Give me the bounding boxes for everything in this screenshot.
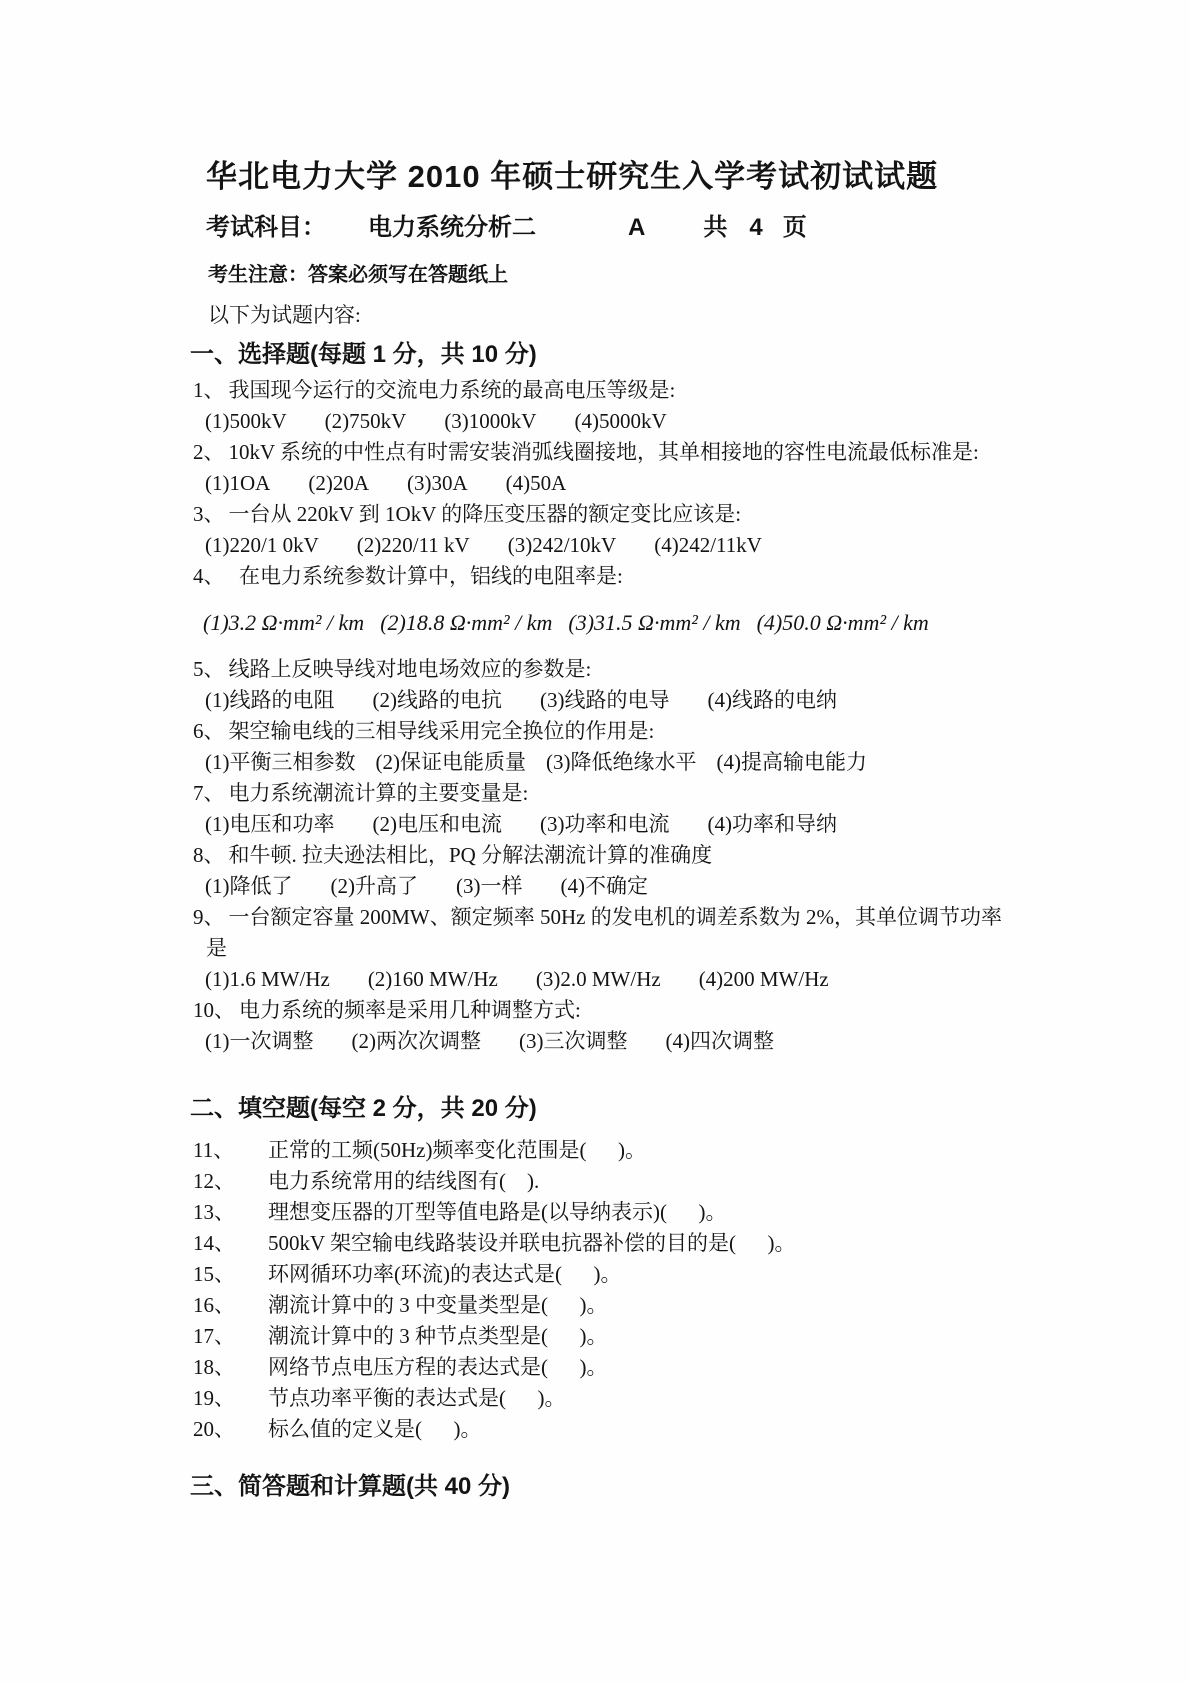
option: (1)一次调整 xyxy=(205,1029,314,1053)
option: (2)升高了 xyxy=(330,874,418,898)
option-formula: (3)31.5 Ω·mm² / km xyxy=(568,610,741,635)
question-text: 在电力系统参数计算中，铝线的电阻率是: xyxy=(218,564,623,588)
question-number: 4、 xyxy=(193,564,214,588)
question-line-6 xyxy=(190,716,1070,747)
question-text: 一台从 220kV 到 1OkV 的降压变压器的额定变比应该是: xyxy=(228,502,742,526)
question-line-7 xyxy=(190,778,1070,809)
intro-line: 以下为试题内容: xyxy=(208,303,361,327)
options-line-1 xyxy=(190,406,1070,437)
blank-item-11 xyxy=(190,1135,1070,1166)
blank-item-number: 13、 xyxy=(193,1200,235,1224)
question-text-continued: 是 xyxy=(206,936,227,960)
blank-item-15 xyxy=(190,1259,1070,1290)
question-text: 线路上反映导线对地电场效应的参数是: xyxy=(228,657,592,681)
exam-title: 华北电力大学 2010 年硕士研究生入学考试初试试题 xyxy=(206,159,939,194)
question-number: 7、 xyxy=(193,781,225,805)
question-number: 8、 xyxy=(193,843,225,867)
question-text: 10kV 系统的中性点有时需安装消弧线圈接地，其单相接地的容性电流最低标准是: xyxy=(228,440,979,464)
blank-item-text: 网络节点电压方程的表达式是( )。 xyxy=(268,1355,608,1379)
blank-item-text: 500kV 架空输电线路装设并联电抗器补偿的目的是( )。 xyxy=(268,1231,796,1255)
option: (2)电压和电流 xyxy=(372,812,502,836)
option-formula: (2)18.8 Ω·mm² / km xyxy=(380,610,553,635)
question-line-1 xyxy=(190,375,1070,406)
blank-item-number: 17、 xyxy=(193,1324,235,1348)
page-content xyxy=(190,0,1070,1503)
blank-item-text: 节点功率平衡的表达式是( )。 xyxy=(268,1386,566,1410)
option: (3)线路的电导 xyxy=(540,688,670,712)
blank-item-text: 环网循环功率(环流)的表达式是( )。 xyxy=(268,1262,622,1286)
option: (2)220/11 kV xyxy=(356,533,470,557)
option-formula: (1)3.2 Ω·mm² / km xyxy=(203,610,365,635)
options-line-5 xyxy=(190,685,1070,716)
option: (4)线路的电纳 xyxy=(707,688,837,712)
option: (3)降低绝缘水平 xyxy=(546,750,697,774)
calc-section-heading: 三、简答题和计算题(共 40 分) xyxy=(190,1473,511,1500)
option: (1)1.6 MW/Hz xyxy=(205,967,330,991)
pages-count: 4 xyxy=(749,214,763,241)
blank-item-number: 11、 xyxy=(193,1138,235,1162)
option: (4)200 MW/Hz xyxy=(698,967,829,991)
options-line-9 xyxy=(190,964,1070,995)
option: (3)三次调整 xyxy=(519,1029,628,1053)
option: (3)功率和电流 xyxy=(540,812,670,836)
blank-item-12 xyxy=(190,1166,1070,1197)
blank-item-16 xyxy=(190,1290,1070,1321)
subject-label: 考试科目： xyxy=(206,214,326,241)
option: (4)不确定 xyxy=(560,874,648,898)
blank-item-text: 正常的工频(50Hz)频率变化范围是( )。 xyxy=(268,1138,646,1162)
exam-notice: 考生注意：答案必须写在答题纸上 xyxy=(208,264,508,286)
blank-item-13 xyxy=(190,1197,1070,1228)
question-number: 10、 xyxy=(193,998,235,1022)
question-text: 一台额定容量 200MW、额定频率 50Hz 的发电机的调差系数为 2%，其单位调节功率 xyxy=(228,905,1002,929)
subject-line xyxy=(206,212,1070,244)
options-line-4-formula xyxy=(190,606,1070,640)
option: (4)5000kV xyxy=(574,409,667,433)
option: (1)降低了 xyxy=(205,874,293,898)
question-line-2 xyxy=(190,437,1070,468)
blank-item-text: 潮流计算中的 3 种节点类型是( )。 xyxy=(268,1324,608,1348)
choice-section-heading: 一、选择题(每题 1 分，共 10 分) xyxy=(190,341,537,368)
blank-item-14 xyxy=(190,1228,1070,1259)
subject-value: 电力系统分析二 xyxy=(368,214,536,241)
option: (2)保证电能质量 xyxy=(375,750,526,774)
blank-item-number: 18、 xyxy=(193,1355,235,1379)
option: (1)1OA xyxy=(205,471,271,495)
question-text: 我国现今运行的交流电力系统的最高电压等级是: xyxy=(228,378,676,402)
option: (4)四次调整 xyxy=(665,1029,774,1053)
option: (2)两次次调整 xyxy=(351,1029,481,1053)
blank-item-19 xyxy=(190,1383,1070,1414)
option: (3)242/10kV xyxy=(507,533,617,557)
blank-item-number: 14、 xyxy=(193,1231,235,1255)
question-number: 1、 xyxy=(193,378,225,402)
option: (4)功率和导纳 xyxy=(707,812,837,836)
pages-unit: 页 xyxy=(782,214,807,241)
option: (3)一样 xyxy=(456,874,523,898)
blank-item-number: 20、 xyxy=(193,1417,235,1441)
options-line-8 xyxy=(190,871,1070,902)
paper-version: A xyxy=(628,214,646,241)
question-text: 和牛顿. 拉夫逊法相比，PQ 分解法潮流计算的准确度 xyxy=(228,843,713,867)
option: (2)750kV xyxy=(324,409,407,433)
question-line-5 xyxy=(190,654,1070,685)
blank-item-text: 标么值的定义是( )。 xyxy=(268,1417,482,1441)
question-line-4 xyxy=(190,561,1070,592)
blank-item-text: 电力系统常用的结线图有( ). xyxy=(268,1169,540,1193)
option: (3)30A xyxy=(406,471,468,495)
question-text: 电力系统潮流计算的主要变量是: xyxy=(228,781,529,805)
blank-item-20 xyxy=(190,1414,1070,1445)
question-text: 架空输电线的三相导线采用完全换位的作用是: xyxy=(228,719,655,743)
option: (1)500kV xyxy=(205,409,287,433)
blank-item-text: 潮流计算中的 3 中变量类型是( )。 xyxy=(268,1293,608,1317)
blank-item-text: 理想变压器的丌型等值电路是(以导纳表示)( )。 xyxy=(268,1200,727,1224)
options-line-3 xyxy=(190,530,1070,561)
question-line-9 xyxy=(190,902,1070,933)
options-line-2 xyxy=(190,468,1070,499)
option: (3)2.0 MW/Hz xyxy=(535,967,661,991)
option: (4)50A xyxy=(505,471,567,495)
option: (3)1000kV xyxy=(444,409,537,433)
option: (2)线路的电抗 xyxy=(372,688,502,712)
question-number: 5、 xyxy=(193,657,225,681)
option: (2)160 MW/Hz xyxy=(367,967,498,991)
options-line-6 xyxy=(190,747,1070,778)
option: (1)220/1 0kV xyxy=(205,533,319,557)
option: (2)20A xyxy=(308,471,369,495)
question-number: 2、 xyxy=(193,440,225,464)
blank-item-number: 12、 xyxy=(193,1169,235,1193)
option: (1)电压和功率 xyxy=(205,812,335,836)
blank-item-number: 19、 xyxy=(193,1386,235,1410)
blank-section-heading: 二、填空题(每空 2 分，共 20 分) xyxy=(190,1095,537,1122)
blank-item-number: 15、 xyxy=(193,1262,235,1286)
blank-item-17 xyxy=(190,1321,1070,1352)
question-line-8 xyxy=(190,840,1070,871)
options-line-10 xyxy=(190,1026,1070,1057)
question-line-3 xyxy=(190,499,1070,530)
option: (4)242/11kV xyxy=(654,533,762,557)
option: (4)提高输电能力 xyxy=(716,750,867,774)
options-line-7 xyxy=(190,809,1070,840)
question-number: 3、 xyxy=(193,502,225,526)
question-text: 电力系统的频率是采用几种调整方式: xyxy=(239,998,581,1022)
option: (1)平衡三相参数 xyxy=(205,750,356,774)
question-number: 9、 xyxy=(193,905,225,929)
question-line-10 xyxy=(190,995,1070,1026)
option: (1)线路的电阻 xyxy=(205,688,335,712)
blank-item-number: 16、 xyxy=(193,1293,235,1317)
pages-label: 共 xyxy=(703,214,728,241)
question-number: 6、 xyxy=(193,719,225,743)
blank-item-18 xyxy=(190,1352,1070,1383)
option-formula: (4)50.0 Ω·mm² / km xyxy=(756,610,929,635)
